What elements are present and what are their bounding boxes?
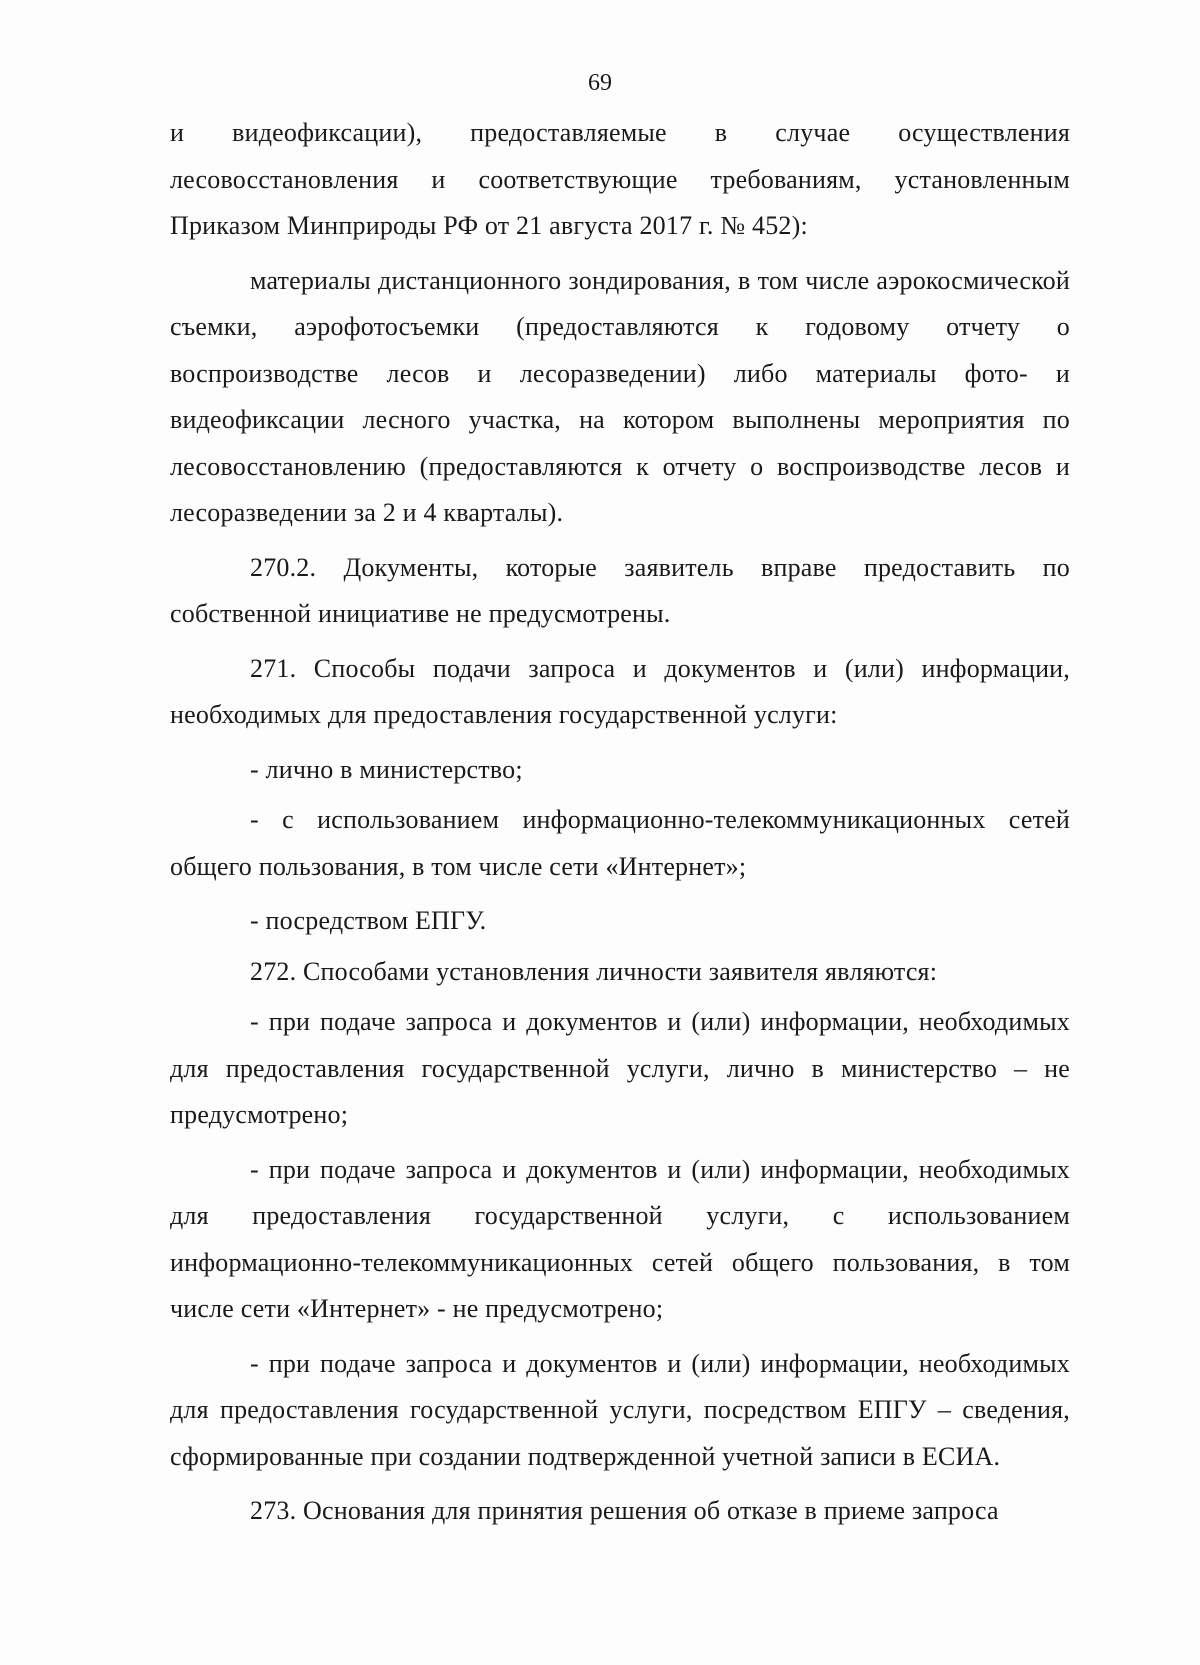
paragraph-271: 271. Способы подачи запроса и документов и (или) информации, необходимых для предоставления государственной услуги: [170,653,1070,729]
paragraph-remote-sensing: материалы дистанционного зондирования, в том числе аэрокосмической съемки, аэрофотосъемки (предоставляются к годовому отчету о воспроизводстве лесов и лесоразведении) либо материалы фото- и видеофиксации лесного участка, на котором выполнены мероприятия по лесовосстановлению (предоставляются к отчету о воспроизводстве лесов и лесоразведении за 2 и 4 кварталы). [170,265,1070,527]
list-item-identity-internet: - при подаче запроса и документов и (или) информации, необходимых для предоставления государственной услуги, с использованием информационно-телекоммуникационных сетей общего пользования, в том числе сети «Интернет» - не предусмотрено; [170,1154,1070,1323]
list-item-in-person: - лично в министерство; [250,754,523,784]
paragraph-270-2: 270.2. Документы, которые заявитель вправе предоставить по собственной инициативе не предусмотрены. [170,552,1070,628]
list-item-internet: - с использованием информационно-телекоммуникационных сетей общего пользования, в том числе сети «Интернет»; [170,805,1070,881]
page-number: 69 [588,70,612,96]
paragraph-272: 272. Способами установления личности заявителя являются: [250,956,938,986]
paragraph-273: 273. Основания для принятия решения об отказе в приеме запроса [250,1496,999,1525]
list-item-identity-in-person: - при подаче запроса и документов и (или) информации, необходимых для предоставления государственной услуги, лично в министерство – не предусмотрено; [170,1007,1070,1129]
document-body [170,110,1070,1543]
list-item-epgu: - посредством ЕПГУ. [250,906,487,935]
paragraph-continuation: и видеофиксации), предоставляемые в случае осуществления лесовосстановления и соответствующие требованиям, установленным Приказом Минприроды РФ от 21 августа 2017 г. № 452): [170,118,1070,240]
list-item-identity-epgu: - при подаче запроса и документов и (или) информации, необходимых для предоставления государственной услуги, посредством ЕПГУ – сведения, сформированные при создании подтвержденной учетной записи в ЕСИА. [170,1348,1070,1471]
